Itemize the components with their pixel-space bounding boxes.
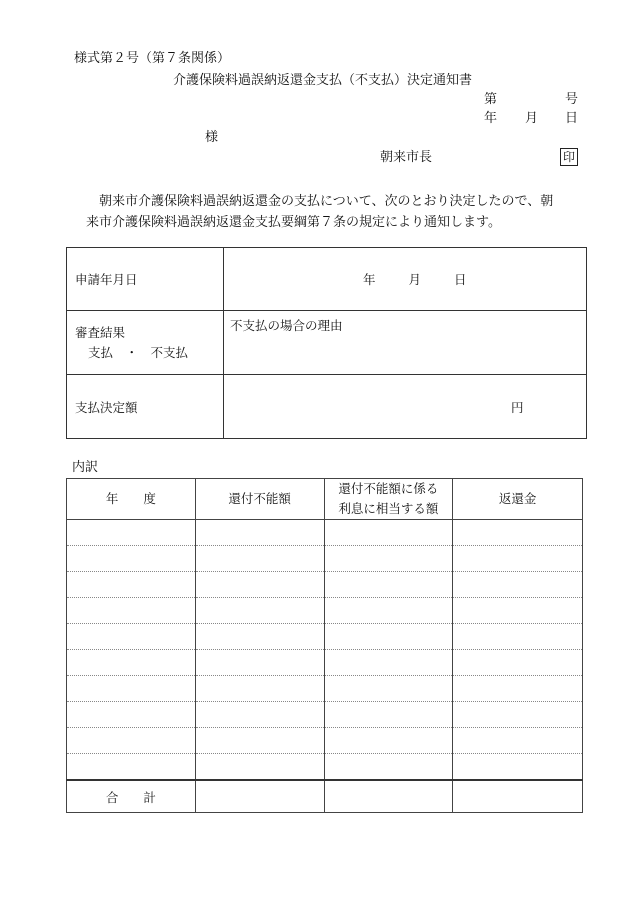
decision-table	[66, 247, 587, 439]
cell-interest[interactable]	[324, 650, 453, 676]
total-label: 合 計	[67, 780, 196, 813]
header-interest-amount	[324, 479, 453, 520]
cell-interest[interactable]	[324, 728, 453, 754]
seal-mark: 印	[560, 148, 578, 166]
payment-amount-field[interactable]	[224, 375, 587, 439]
payment-amount-unit: 円	[511, 399, 524, 415]
cell-year[interactable]	[67, 546, 196, 572]
cell-interest[interactable]	[324, 572, 453, 598]
cell-refund[interactable]	[453, 624, 583, 650]
cell-interest[interactable]	[324, 546, 453, 572]
cell-year[interactable]	[67, 702, 196, 728]
table-row	[67, 650, 583, 676]
payment-amount-row	[67, 375, 587, 439]
breakdown-table	[66, 478, 583, 813]
cell-year[interactable]	[67, 520, 196, 546]
cell-year[interactable]	[67, 676, 196, 702]
cell-refund[interactable]	[453, 650, 583, 676]
header-fiscal-year: 年 度	[67, 479, 196, 520]
application-date-field[interactable]	[224, 248, 587, 311]
cell-year[interactable]	[67, 572, 196, 598]
total-unrefundable[interactable]	[195, 780, 324, 813]
cell-unrefundable[interactable]	[195, 572, 324, 598]
cell-unrefundable[interactable]	[195, 520, 324, 546]
notice-body-line-1: 朝来市介護保険料過誤納返還金の支払について、次のとおり決定したので、朝	[99, 194, 554, 209]
cell-unrefundable[interactable]	[195, 650, 324, 676]
cell-unrefundable[interactable]	[195, 546, 324, 572]
cell-unrefundable[interactable]	[195, 728, 324, 754]
cell-unrefundable[interactable]	[195, 598, 324, 624]
review-result-cell	[67, 311, 224, 375]
date-month: 月	[525, 111, 539, 126]
application-date-year: 年	[363, 272, 376, 287]
cell-refund[interactable]	[453, 702, 583, 728]
recipient-suffix: 様	[205, 130, 219, 145]
review-result-label: 審査結果	[75, 324, 126, 340]
notice-body-line-2: 来市介護保険料過誤納返還金支払要綱第７条の規定により通知します。	[86, 215, 501, 230]
cell-interest[interactable]	[324, 598, 453, 624]
cell-year[interactable]	[67, 754, 196, 781]
application-date-row	[67, 248, 587, 311]
table-row	[67, 546, 583, 572]
header-interest-line-2: 利息に相当する額	[338, 501, 439, 516]
cell-refund[interactable]	[453, 754, 583, 781]
application-date-month: 月	[408, 272, 422, 287]
cell-interest[interactable]	[324, 520, 453, 546]
issuer-name: 朝来市長	[380, 150, 433, 165]
breakdown-header-row	[67, 479, 583, 520]
cell-year[interactable]	[67, 624, 196, 650]
cell-refund[interactable]	[453, 546, 583, 572]
total-refund[interactable]	[453, 780, 583, 813]
cell-interest[interactable]	[324, 702, 453, 728]
table-row	[67, 702, 583, 728]
application-date-label: 申請年月日	[67, 248, 224, 311]
table-row	[67, 598, 583, 624]
cell-refund[interactable]	[453, 520, 583, 546]
table-row	[67, 676, 583, 702]
total-row	[67, 780, 583, 813]
application-date-day: 日	[454, 272, 467, 287]
cell-unrefundable[interactable]	[195, 676, 324, 702]
notice-body	[86, 191, 576, 233]
cell-refund[interactable]	[453, 572, 583, 598]
header-unrefundable-amount: 還付不能額	[195, 479, 324, 520]
header-refund: 返還金	[453, 479, 583, 520]
cell-interest[interactable]	[324, 754, 453, 781]
table-row	[67, 624, 583, 650]
nonpayment-reason-field[interactable]	[224, 311, 587, 375]
table-row	[67, 520, 583, 546]
doc-number-prefix: 第	[484, 92, 498, 107]
cell-interest[interactable]	[324, 676, 453, 702]
cell-interest[interactable]	[324, 624, 453, 650]
date-day: 日	[565, 111, 579, 126]
header-interest-line-1: 還付不能額に係る	[338, 481, 439, 496]
cell-unrefundable[interactable]	[195, 702, 324, 728]
form-number: 様式第２号（第７条関係）	[74, 51, 231, 66]
cell-year[interactable]	[67, 598, 196, 624]
document-title: 介護保険料過誤納返還金支払（不支払）決定通知書	[173, 73, 473, 88]
review-result-options[interactable]: 支払 ・ 不支払	[88, 344, 189, 360]
cell-unrefundable[interactable]	[195, 624, 324, 650]
total-interest[interactable]	[324, 780, 453, 813]
cell-refund[interactable]	[453, 676, 583, 702]
date-year: 年	[484, 111, 498, 126]
review-result-row	[67, 311, 587, 375]
cell-refund[interactable]	[453, 598, 583, 624]
payment-amount-label: 支払決定額	[67, 375, 224, 439]
cell-unrefundable[interactable]	[195, 754, 324, 781]
breakdown-caption: 内訳	[72, 460, 99, 475]
cell-refund[interactable]	[453, 728, 583, 754]
nonpayment-reason-label: 不支払の場合の理由	[230, 318, 343, 333]
cell-year[interactable]	[67, 728, 196, 754]
cell-year[interactable]	[67, 650, 196, 676]
table-row	[67, 728, 583, 754]
table-row	[67, 754, 583, 781]
table-row	[67, 572, 583, 598]
doc-number-suffix: 号	[565, 92, 579, 107]
